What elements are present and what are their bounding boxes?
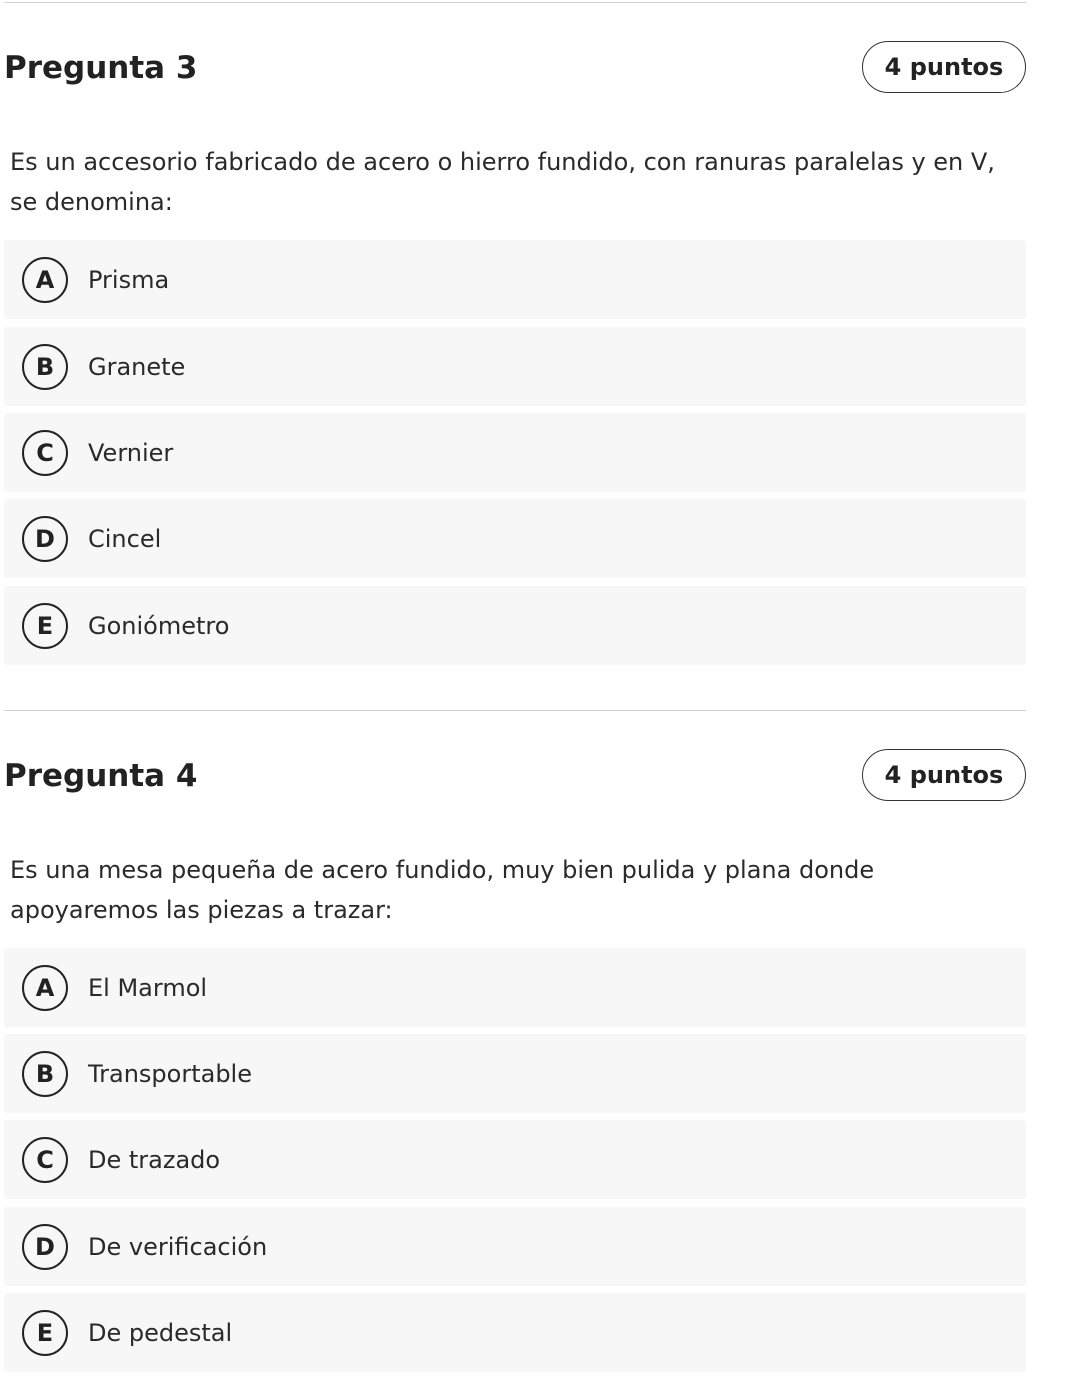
question-block [4, 710, 1026, 1347]
option-letter-badge: D [22, 1224, 68, 1270]
option-label: Transportable [88, 1059, 252, 1088]
answer-option-d[interactable] [4, 1207, 1026, 1286]
option-label: De trazado [88, 1145, 221, 1174]
answer-option-a[interactable] [4, 240, 1026, 319]
option-letter-badge: B [22, 344, 68, 390]
option-label: Vernier [88, 438, 174, 467]
option-letter-badge: E [22, 603, 68, 649]
question-title: Pregunta 4 [4, 758, 198, 794]
answer-option-a[interactable] [4, 948, 1026, 1027]
points-badge: 4 puntos [862, 41, 1026, 93]
option-letter-badge: B [22, 1051, 68, 1097]
option-letter-badge: C [22, 430, 68, 476]
question-header [4, 3, 1026, 95]
answer-option-d[interactable] [4, 499, 1026, 578]
question-prompt: Es una mesa pequeña de acero fundido, muy bien pulida y plana donde apoyaremos las piezas a trazar: [10, 856, 875, 924]
question-title: Pregunta 3 [4, 50, 198, 86]
option-label: Cincel [88, 524, 162, 553]
answer-option-e[interactable] [4, 1293, 1026, 1372]
points-badge: 4 puntos [862, 749, 1026, 801]
option-letter-badge: D [22, 516, 68, 562]
question-block [4, 2, 1026, 640]
option-label: De verificación [88, 1232, 268, 1261]
option-letter-badge: A [22, 257, 68, 303]
option-letter-badge: A [22, 965, 68, 1011]
answer-option-e[interactable] [4, 586, 1026, 665]
answer-option-b[interactable] [4, 327, 1026, 406]
option-label: De pedestal [88, 1318, 233, 1347]
answer-option-b[interactable] [4, 1034, 1026, 1113]
answer-option-c[interactable] [4, 413, 1026, 492]
answer-option-c[interactable] [4, 1120, 1026, 1199]
question-prompt: Es un accesorio fabricado de acero o hierro fundido, con ranuras paralelas y en V, se denomina: [10, 148, 995, 216]
option-letter-badge: C [22, 1137, 68, 1183]
question-header [4, 711, 1026, 803]
option-label: Prisma [88, 265, 170, 294]
option-label: Granete [88, 352, 186, 381]
option-label: El Marmol [88, 973, 208, 1002]
option-label: Goniómetro [88, 611, 230, 640]
option-letter-badge: E [22, 1310, 68, 1356]
